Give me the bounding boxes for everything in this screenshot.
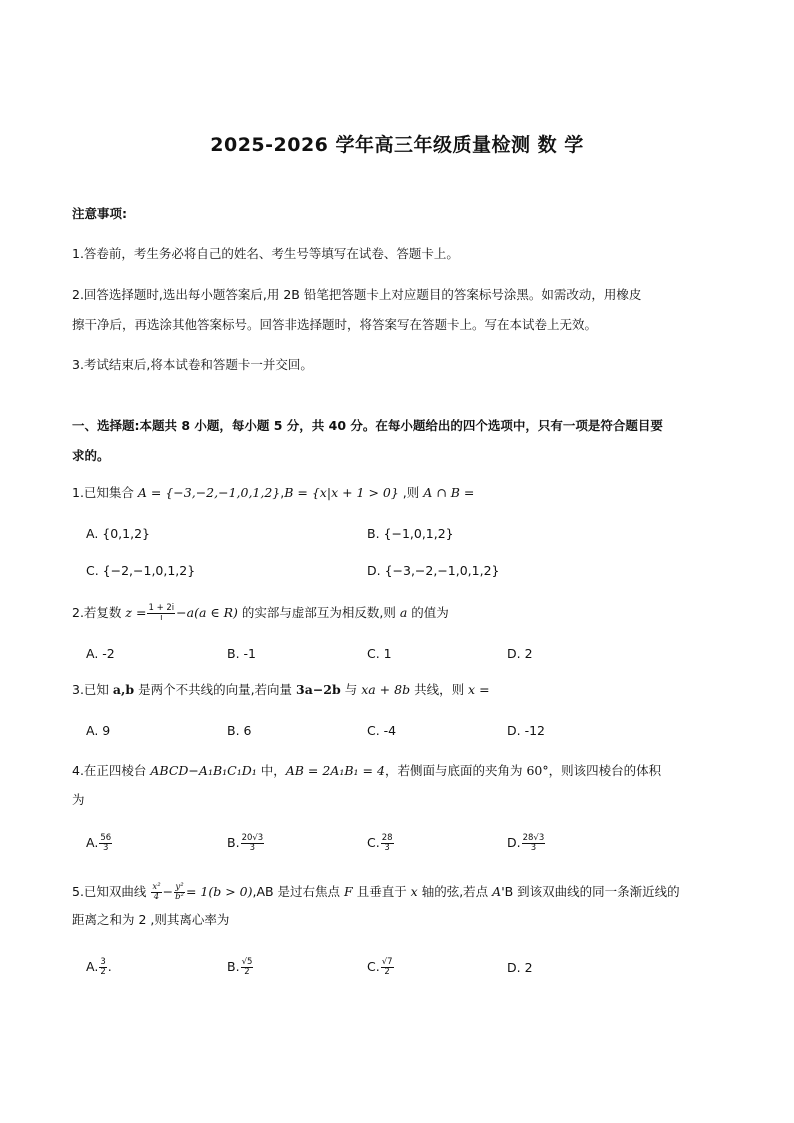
q2-option-b[interactable]: B. -1: [227, 646, 256, 661]
q4-option-a-den: 3: [103, 843, 109, 853]
q5-fraction-1: [151, 883, 161, 902]
q3-var: x =: [468, 682, 490, 697]
q5-option-b-den: 2: [244, 967, 250, 977]
section-1-heading-cont: 求的。: [72, 448, 110, 463]
q5-text-e: 'B 到该双曲线的同一条渐近线的: [501, 884, 680, 899]
exam-title: 2025-2026 学年高三年级质量检测 数 学: [210, 134, 584, 156]
q5-option-a-num: 3: [100, 957, 106, 967]
q3-option-a[interactable]: A. 9: [86, 723, 111, 738]
q1-text-b: ,则: [398, 485, 424, 500]
q5-option-c-fraction: [381, 958, 394, 977]
q4-solid: ABCD−A₁B₁C₁D₁: [150, 763, 257, 778]
q4-option-b-num: 20√3: [241, 833, 264, 843]
q4-option-c-den: 3: [384, 843, 390, 853]
q4-option-b-label: B.: [227, 835, 240, 850]
q1-option-d[interactable]: D. {−3,−2,−1,0,1,2}: [367, 563, 500, 578]
q4-condition: AB = 2A₁B₁ = 4: [285, 763, 385, 778]
q5-text-c: 且垂直于: [352, 884, 411, 899]
q2-fraction: [147, 604, 175, 623]
q5-fraction-1-den: 4: [153, 892, 160, 902]
q5-minus: −: [162, 884, 174, 899]
q2-var: a: [399, 605, 408, 620]
q4-option-a-label: A.: [86, 835, 99, 850]
q5-text-a: 5.已知双曲线: [72, 884, 151, 899]
q4-option-b-den: 3: [249, 843, 256, 853]
q3-text-b: 是两个不共线的向量,若向量: [134, 682, 297, 697]
q5-option-b-fraction: [241, 958, 254, 977]
question-4-cont: 为: [72, 792, 85, 807]
q5-axis: x: [410, 884, 418, 899]
q5-option-a-suffix: .: [107, 959, 112, 974]
q4-option-a-fraction: [99, 834, 112, 853]
notice-item-2-cont: 擦干净后，再选涂其他答案标号。回答非选择题时，将答案写在答题卡上。写在本试卷上无效。: [72, 317, 598, 332]
q2-z-eq: z =: [125, 605, 147, 620]
q5-option-a-fraction: [99, 958, 106, 977]
q5-option-b[interactable]: [227, 958, 254, 977]
question-1: [72, 485, 722, 501]
q4-option-a[interactable]: [86, 834, 113, 853]
q2-text-a: 2.若复数: [72, 605, 126, 620]
section-1-heading: 一、选择题:本题共 8 小题，每小题 5 分，共 40 分。在每小题给出的四个选项中，只有一项是符合题目要: [72, 418, 663, 433]
q5-option-b-num: √5: [241, 957, 253, 967]
q4-option-c-num: 28: [381, 833, 393, 843]
q2-tail: −a(a ∈ R): [176, 605, 238, 620]
q2-text-c: 的值为: [407, 605, 449, 620]
q1-option-b[interactable]: B. {−1,0,1,2}: [367, 526, 454, 541]
q1-text-a: 1.已知集合: [72, 485, 138, 500]
q1-set-b: B = {x|x + 1 > 0}: [284, 485, 399, 500]
q5-option-c-den: 2: [384, 967, 390, 977]
notice-heading: 注意事项:: [72, 206, 127, 221]
q2-text-b: 的实部与虚部互为相反数,则: [237, 605, 400, 620]
q5-fraction-1-num: x²: [152, 882, 161, 892]
q5-option-b-label: B.: [227, 959, 240, 974]
q2-option-d[interactable]: D. 2: [507, 646, 533, 661]
q4-option-b[interactable]: [227, 834, 265, 853]
q1-expr: A ∩ B =: [423, 485, 475, 500]
q3-option-c[interactable]: C. -4: [367, 723, 397, 738]
q3-text-d: 共线，则: [410, 682, 469, 697]
q3-option-b[interactable]: B. 6: [227, 723, 252, 738]
q5-fraction-2: [174, 883, 185, 902]
q4-option-c-fraction: [381, 834, 394, 853]
q5-fraction-2-num: y²: [175, 882, 184, 892]
q4-option-d-den: 3: [530, 843, 537, 853]
q5-option-d[interactable]: D. 2: [507, 960, 533, 975]
q1-sep: ,: [280, 485, 285, 500]
q5-option-a-den: 2: [100, 967, 106, 977]
q5-focus: F: [344, 884, 353, 899]
notice-item-1: 1.答卷前，考生务必将自己的姓名、考生号等填写在试卷、答题卡上。: [72, 246, 459, 261]
q5-option-a[interactable]: [86, 958, 112, 977]
question-5: [72, 883, 722, 902]
q4-text-a: 4.在正四棱台: [72, 763, 151, 778]
q5-option-a-label: A.: [86, 959, 99, 974]
q5-option-c-num: √7: [381, 957, 393, 967]
q1-option-c[interactable]: C. {−2,−1,0,1,2}: [86, 563, 196, 578]
q4-text-b: 中，: [256, 763, 286, 778]
q4-text-d: ，则该四棱台的体积: [548, 763, 662, 778]
notice-item-3: 3.考试结束后,将本试卷和答题卡一并交回。: [72, 357, 313, 372]
q4-option-d-fraction: [522, 834, 546, 853]
q3-vector-2: xa + 8b: [361, 682, 411, 697]
q5-text-d: 轴的弦,若点: [417, 884, 493, 899]
q4-option-d-label: D.: [507, 835, 521, 850]
q2-fraction-den: i: [160, 613, 163, 623]
q4-option-c-label: C.: [367, 835, 380, 850]
q2-option-c[interactable]: C. 1: [367, 646, 392, 661]
q1-set-a: A = {−3,−2,−1,0,1,2}: [137, 485, 281, 500]
q5-point: A: [492, 884, 502, 899]
question-3: [72, 682, 722, 698]
q4-text-c: ，若侧面与底面的夹角为: [384, 763, 527, 778]
q3-vector-1: 3a−2b: [296, 682, 341, 697]
q1-option-a[interactable]: A. {0,1,2}: [86, 526, 150, 541]
q5-option-c[interactable]: [367, 958, 395, 977]
q4-option-a-num: 56: [100, 833, 112, 843]
q3-text-a: 3.已知: [72, 682, 113, 697]
q3-option-d[interactable]: D. -12: [507, 723, 545, 738]
q4-option-c[interactable]: [367, 834, 395, 853]
notice-item-2: 2.回答选择题时,选出每小题答案后,用 2B 铅笔把答题卡上对应题目的答案标号涂黑。如需改动，用橡皮: [72, 287, 642, 302]
q5-fraction-2-den: b²: [175, 892, 184, 902]
question-2: [72, 604, 722, 623]
q5-option-c-label: C.: [367, 959, 380, 974]
q2-fraction-num: 1 + 2i: [148, 603, 175, 613]
q3-vectors: a,b: [112, 682, 135, 697]
q4-option-b-fraction: [241, 834, 265, 853]
question-5-cont: 距离之和为 2 ,则其离心率为: [72, 912, 230, 927]
q3-text-c: 与: [340, 682, 362, 697]
q5-equation: = 1(b > 0): [185, 884, 253, 899]
q2-option-a[interactable]: A. -2: [86, 646, 115, 661]
q4-option-d-num: 28√3: [522, 833, 545, 843]
question-4: [72, 763, 722, 779]
q4-option-d[interactable]: [507, 834, 546, 853]
q4-angle: 60°: [526, 763, 549, 778]
q5-text-b: ,AB 是过右焦点: [252, 884, 345, 899]
